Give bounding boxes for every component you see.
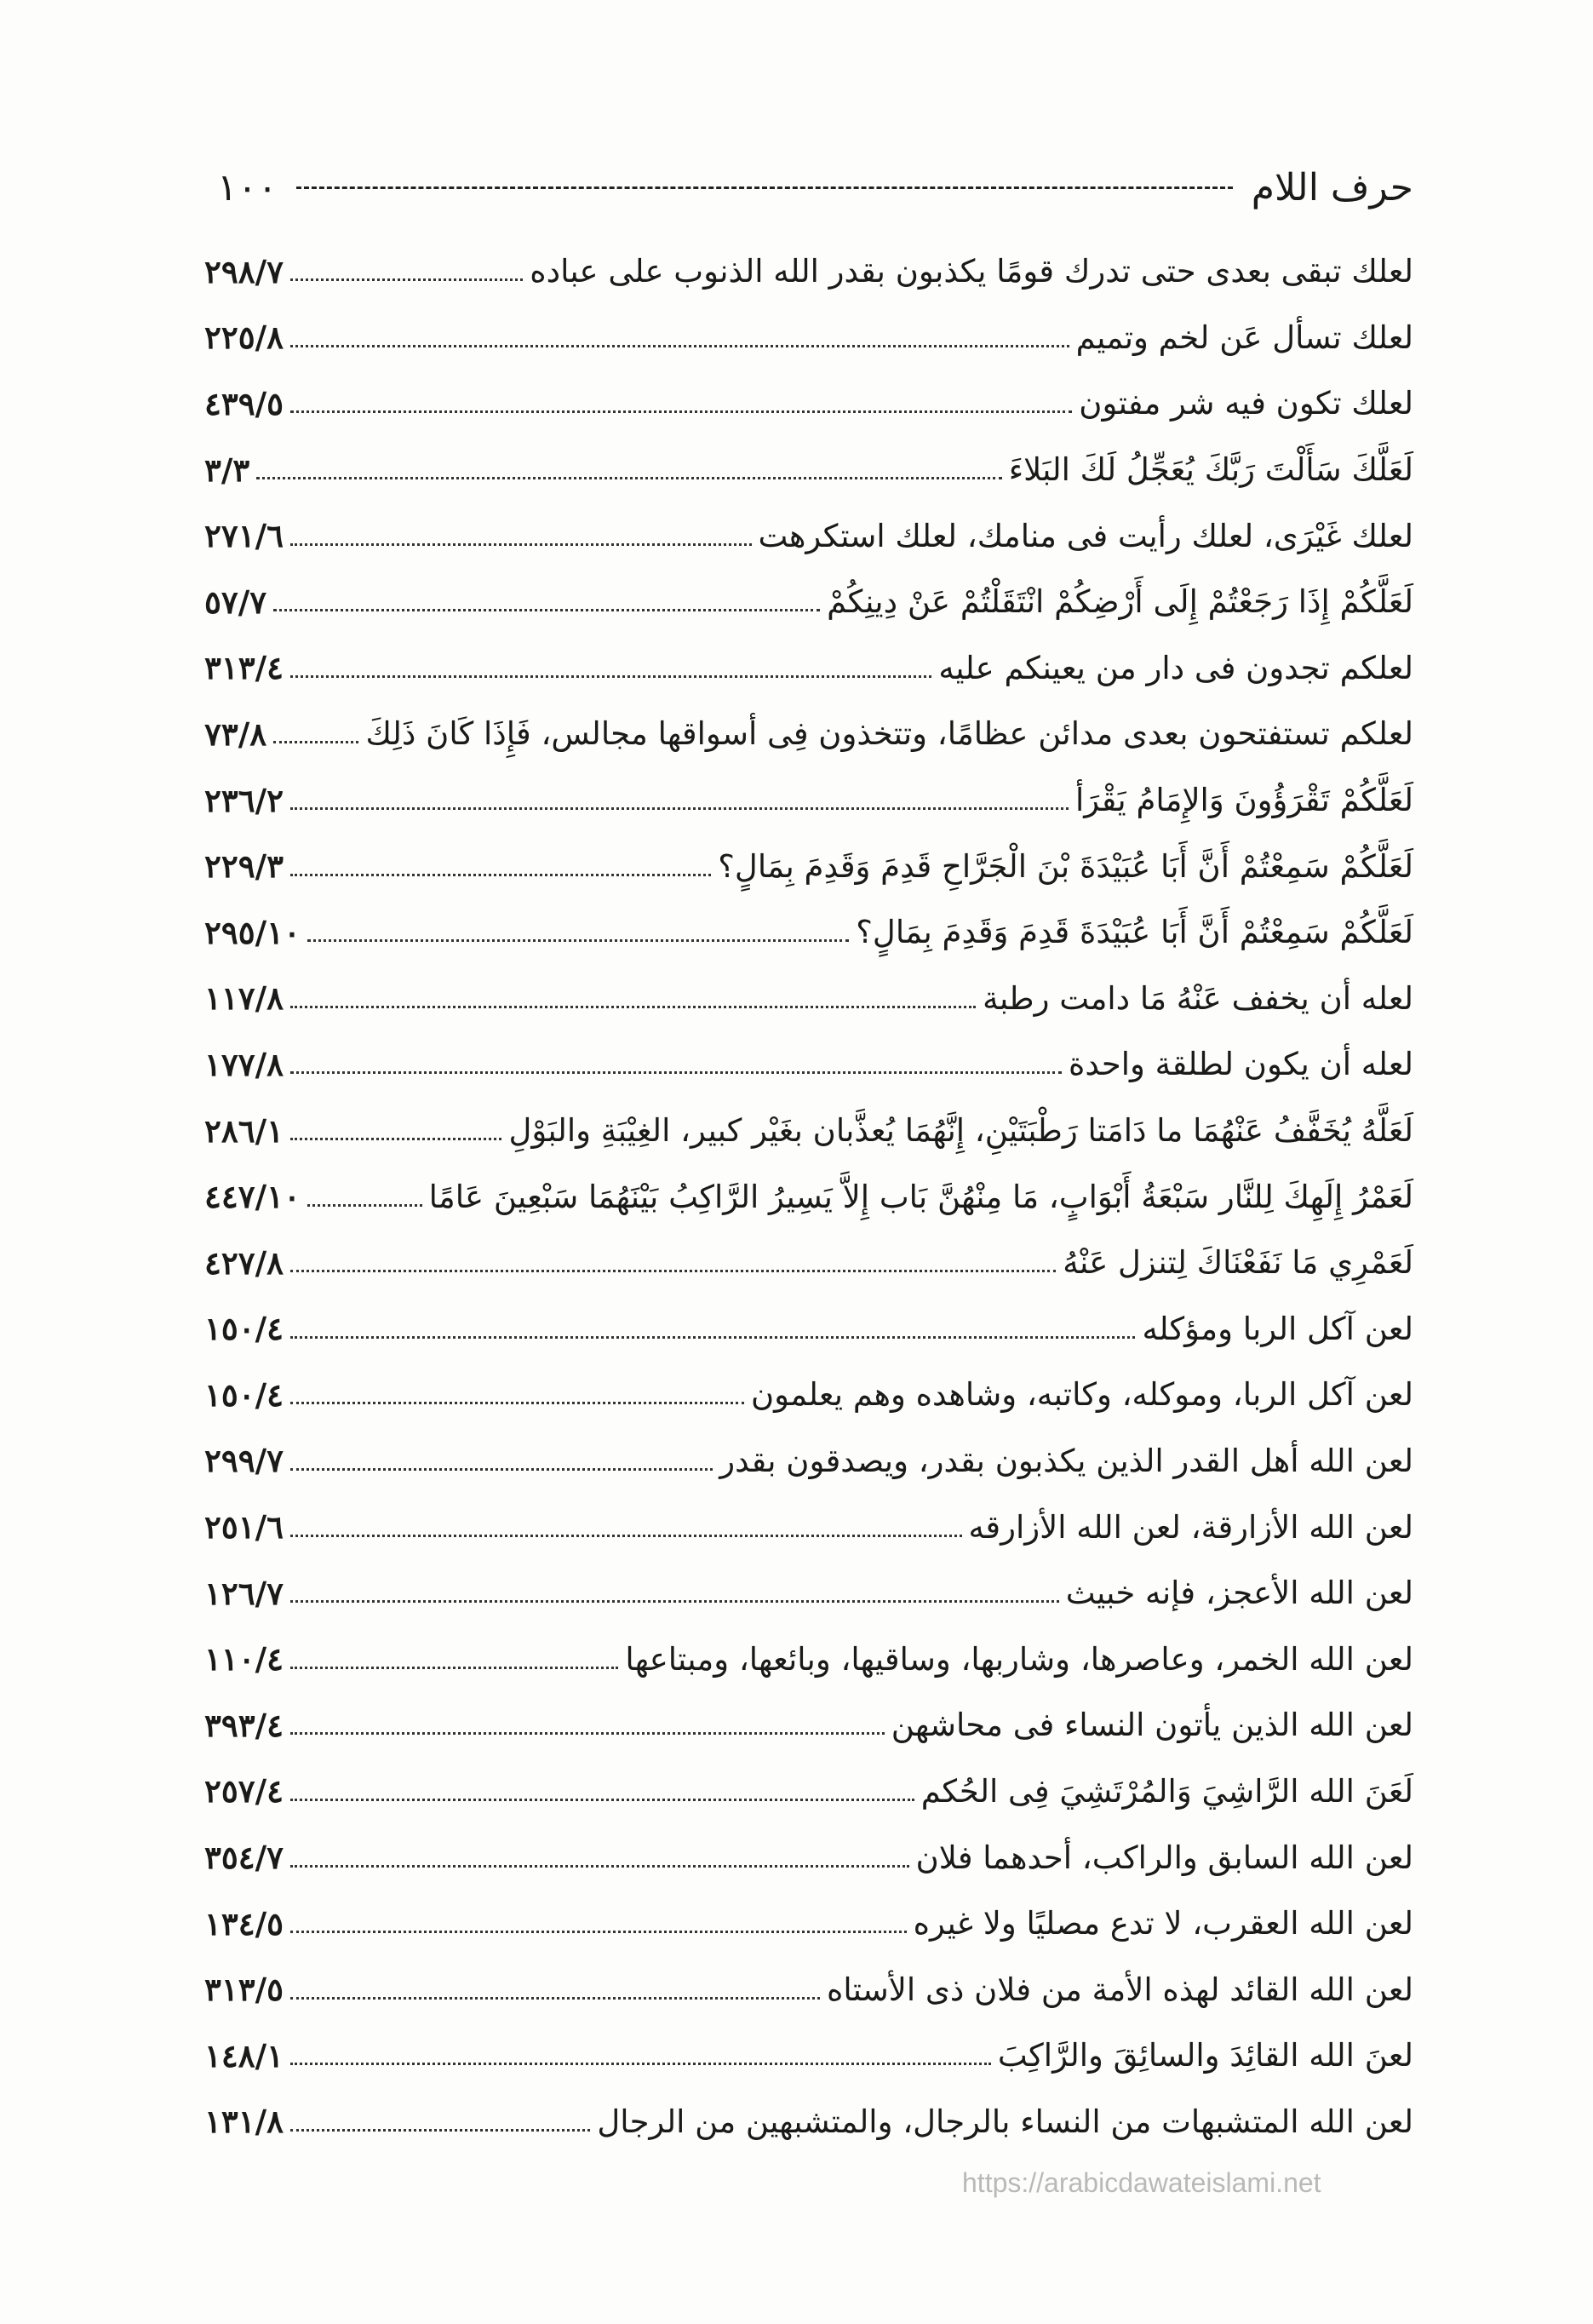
entry-reference: ١١٠/٤ [204, 1640, 284, 1678]
index-entry [204, 1956, 1413, 2023]
index-entry [204, 1891, 1413, 1957]
index-entry [204, 701, 1413, 767]
dot-leader [290, 1997, 820, 2000]
index-entry [204, 238, 1413, 305]
dot-leader [290, 1799, 914, 1801]
entry-text: لَعَمْرُ إِلَهِكَ لِلنَّار سَبْعَةُ أَبْوَابٍ، مَا مِنْهُنَّ بَاب إِلاَّ يَسِيرُ الرَّاكِبُ بَيْنَهُمَا سَبْعِينَ عَامًا [428, 1178, 1413, 1215]
entry-reference: ١٥٠/٤ [204, 1310, 284, 1348]
index-entry [204, 1626, 1413, 1692]
header-dash-rule [296, 186, 1233, 189]
entry-text: لَعَلَّكُمْ سَمِعْتُمْ أَنَّ أَبَا عُبَيْدَةَ قَدِمَ وَقَدِمَ بِمَالٍ؟ [856, 914, 1413, 951]
entry-reference: ٢٧١/٦ [204, 517, 284, 555]
index-entry [204, 635, 1413, 702]
entry-text: لَعَلَّكُمْ إِذَا رَجَعْتُمْ إِلَى أَرْضِكُمْ انْتَقَلْتُمْ عَنْ دِينِكُمْ [827, 583, 1413, 621]
entry-reference: ٣١٣/٤ [204, 649, 284, 687]
entry-reference: ٧٣/٨ [204, 714, 267, 753]
dot-leader [290, 1071, 1062, 1074]
index-entries [204, 238, 1413, 2155]
entry-text: لعنَ الله القائِدَ والسائِقَ والرَّاكِبَ [997, 2037, 1413, 2074]
index-entry [204, 1692, 1413, 1759]
index-entry [204, 305, 1413, 371]
dot-leader [307, 1204, 422, 1207]
dot-leader [290, 1270, 1056, 1272]
entry-text: لعن الله أهل القدر الذين يكذبون بقدر، ويصدقون بقدر [719, 1442, 1413, 1479]
entry-text: لعن الله المتشبهات من النساء بالرجال، والمتشبهين من الرجال [597, 2103, 1413, 2140]
entry-reference: ٣٥٤/٧ [204, 1839, 284, 1877]
entry-reference: ٢٩٨/٧ [204, 252, 284, 290]
index-entry [204, 1560, 1413, 1627]
index-entry [204, 1296, 1413, 1363]
entry-text: لعله أن يكون لطلقة واحدة [1069, 1046, 1413, 1083]
entry-reference: ٤٣٩/٥ [204, 384, 284, 422]
entry-reference: ٢٢٥/٨ [204, 318, 284, 357]
entry-text: لعن الله الأعجز، فإنه خبيث [1065, 1575, 1413, 1612]
index-entry [204, 370, 1413, 437]
entry-text: لعلك تكون فيه شر مفتون [1079, 385, 1413, 422]
entry-text: لعن الله الذين يأتون النساء فى محاشهن [891, 1707, 1413, 1744]
entry-reference: ٣٩٣/٤ [204, 1706, 284, 1744]
entry-reference: ٢٣٦/٢ [204, 781, 284, 819]
dot-leader [290, 1600, 1059, 1603]
index-entry [204, 437, 1413, 503]
index-entry [204, 966, 1413, 1032]
dot-leader [273, 741, 358, 743]
entry-reference: ٢٩٩/٧ [204, 1442, 284, 1480]
entry-text: لعلك تسأل عَن لخم وتميم [1075, 318, 1413, 356]
dot-leader [290, 1468, 713, 1471]
index-entry [204, 1031, 1413, 1098]
entry-reference: ٢٥٧/٤ [204, 1772, 284, 1810]
dot-leader [290, 1336, 1135, 1339]
index-entry [204, 1759, 1413, 1825]
index-entry [204, 1098, 1413, 1164]
index-entry [204, 767, 1413, 834]
entry-text: لعن الله الأزارقة، لعن الله الأزارقه [968, 1508, 1413, 1546]
dot-leader [290, 675, 931, 678]
entry-text: لعن الله العقرب، لا تدع مصليًا ولا غيره [913, 1905, 1413, 1942]
index-entry [204, 1428, 1413, 1495]
dot-leader [290, 1006, 976, 1008]
entry-reference: ٢٥١/٦ [204, 1508, 284, 1546]
entry-reference: ١٤٨/١ [204, 2036, 284, 2074]
page-number: ١٠٠ [217, 165, 278, 209]
watermark-url: https://arabicdawateislami.net [962, 2167, 1321, 2198]
entry-text: لعلك غَيْرَى، لعلك رأيت فى منامك، لعلك استكرهت [758, 517, 1413, 554]
entry-text: لَعَلَّكَ سَأَلْتَ رَبَّكَ يُعَجِّلُ لَكَ البَلاءَ [1008, 451, 1413, 489]
entry-text: لَعَلَّكُمْ سَمِعْتُمْ أَنَّ أَبَا عُبَيْدَةَ بْنَ الْجَرَّاحِ قَدِمَ وَقَدِمَ بِمَالٍ؟ [718, 847, 1413, 885]
dot-leader [290, 278, 523, 281]
entry-reference: ٢٨٦/١ [204, 1111, 284, 1150]
page-header [217, 158, 1413, 217]
index-entry [204, 1230, 1413, 1296]
index-entry [204, 1362, 1413, 1428]
entry-reference: ٤٤٧/١٠ [204, 1178, 301, 1216]
index-entry [204, 2089, 1413, 2155]
entry-text: لعله أن يخفف عَنْهُ مَا دامت رطبة [983, 979, 1413, 1017]
dot-leader [290, 1667, 618, 1669]
entry-text: لَعَمْرِي مَا نَفَعْنَاكَ لِتنزل عَنْهُ [1063, 1244, 1413, 1282]
index-entry [204, 899, 1413, 966]
entry-reference: ٥٧/٧ [204, 582, 267, 621]
index-entry [204, 1494, 1413, 1560]
entry-text: لَعَنَ الله الرَّاشِيَ وَالمُرْتَشِيَ فِى الحُكم [920, 1772, 1413, 1810]
dot-leader [290, 874, 711, 876]
dot-leader [290, 543, 752, 546]
entry-text: لعن الله الخمر، وعاصرها، وشاربها، وساقيها، وبائعها، ومبتاعها [625, 1640, 1413, 1678]
entry-reference: ١٧٧/٨ [204, 1045, 284, 1083]
dot-leader [290, 1931, 907, 1933]
index-entry [204, 833, 1413, 899]
entry-reference: ١٣٤/٥ [204, 1904, 284, 1942]
index-entry [204, 569, 1413, 635]
index-entry [204, 2023, 1413, 2089]
entry-text: لعلكم تستفتحون بعدى مدائن عظامًا، وتتخذون فِى أسواقها مجالس، فَإِذَا كَانَ ذَلِكَ [365, 715, 1413, 753]
entry-text: لعن الله السابق والراكب، أحدهما فلان [915, 1839, 1413, 1876]
dot-leader [290, 2129, 590, 2132]
entry-reference: ٢٩٥/١٠ [204, 913, 301, 951]
dot-leader [273, 609, 820, 611]
dot-leader [290, 345, 1069, 347]
entry-text: لعلكم تجدون فى دار من يعينكم عليه [938, 649, 1413, 686]
entry-reference: ٤٢٧/٨ [204, 1243, 284, 1282]
entry-text: لَعَلَّكُمْ تَقْرَؤُونَ وَالإِمَامُ يَقْرَأ [1074, 782, 1413, 819]
entry-reference: ٣١٣/٥ [204, 1971, 284, 2009]
index-entry [204, 1824, 1413, 1891]
dot-leader [290, 1865, 909, 1868]
dot-leader [290, 410, 1072, 413]
dot-leader [290, 1732, 885, 1735]
entry-reference: ١٥٠/٤ [204, 1375, 284, 1414]
entry-reference: ١١٧/٨ [204, 979, 284, 1018]
entry-reference: ١٢٦/٧ [204, 1574, 284, 1612]
entry-text: لعن الله القائد لهذه الأمة من فلان ذى الأستاه [826, 1971, 1413, 2008]
dot-leader [290, 2063, 991, 2065]
index-entry [204, 1163, 1413, 1230]
entry-reference: ١٣١/٨ [204, 2103, 284, 2141]
dot-leader [256, 477, 1001, 479]
dot-leader [290, 1138, 501, 1140]
dot-leader [290, 1535, 962, 1537]
entry-reference: ٢٢٩/٣ [204, 847, 284, 886]
section-title: حرف اللام [1251, 165, 1413, 209]
entry-text: لعن آكل الربا ومؤكله [1142, 1310, 1413, 1347]
entry-reference: ٣/٣ [204, 450, 250, 489]
dot-leader [290, 807, 1069, 810]
entry-text: لعن آكل الربا، وموكله، وكاتبه، وشاهده وهم يعلمون [751, 1376, 1413, 1414]
entry-text: لَعَلَّهُ يُخَفَّفُ عَنْهُمَا ما دَامَتا رَطْبَتَيْنِ، إِنَّهُمَا يُعذَّبان بغَيْر كبير، الغِيْبَةِ والبَوْلِ [508, 1112, 1413, 1150]
index-entry [204, 502, 1413, 569]
dot-leader [290, 1402, 744, 1404]
dot-leader [307, 939, 849, 942]
entry-text: لعلك تبقى بعدى حتى تدرك قومًا يكذبون بقدر الله الذنوب على عباده [530, 253, 1413, 290]
